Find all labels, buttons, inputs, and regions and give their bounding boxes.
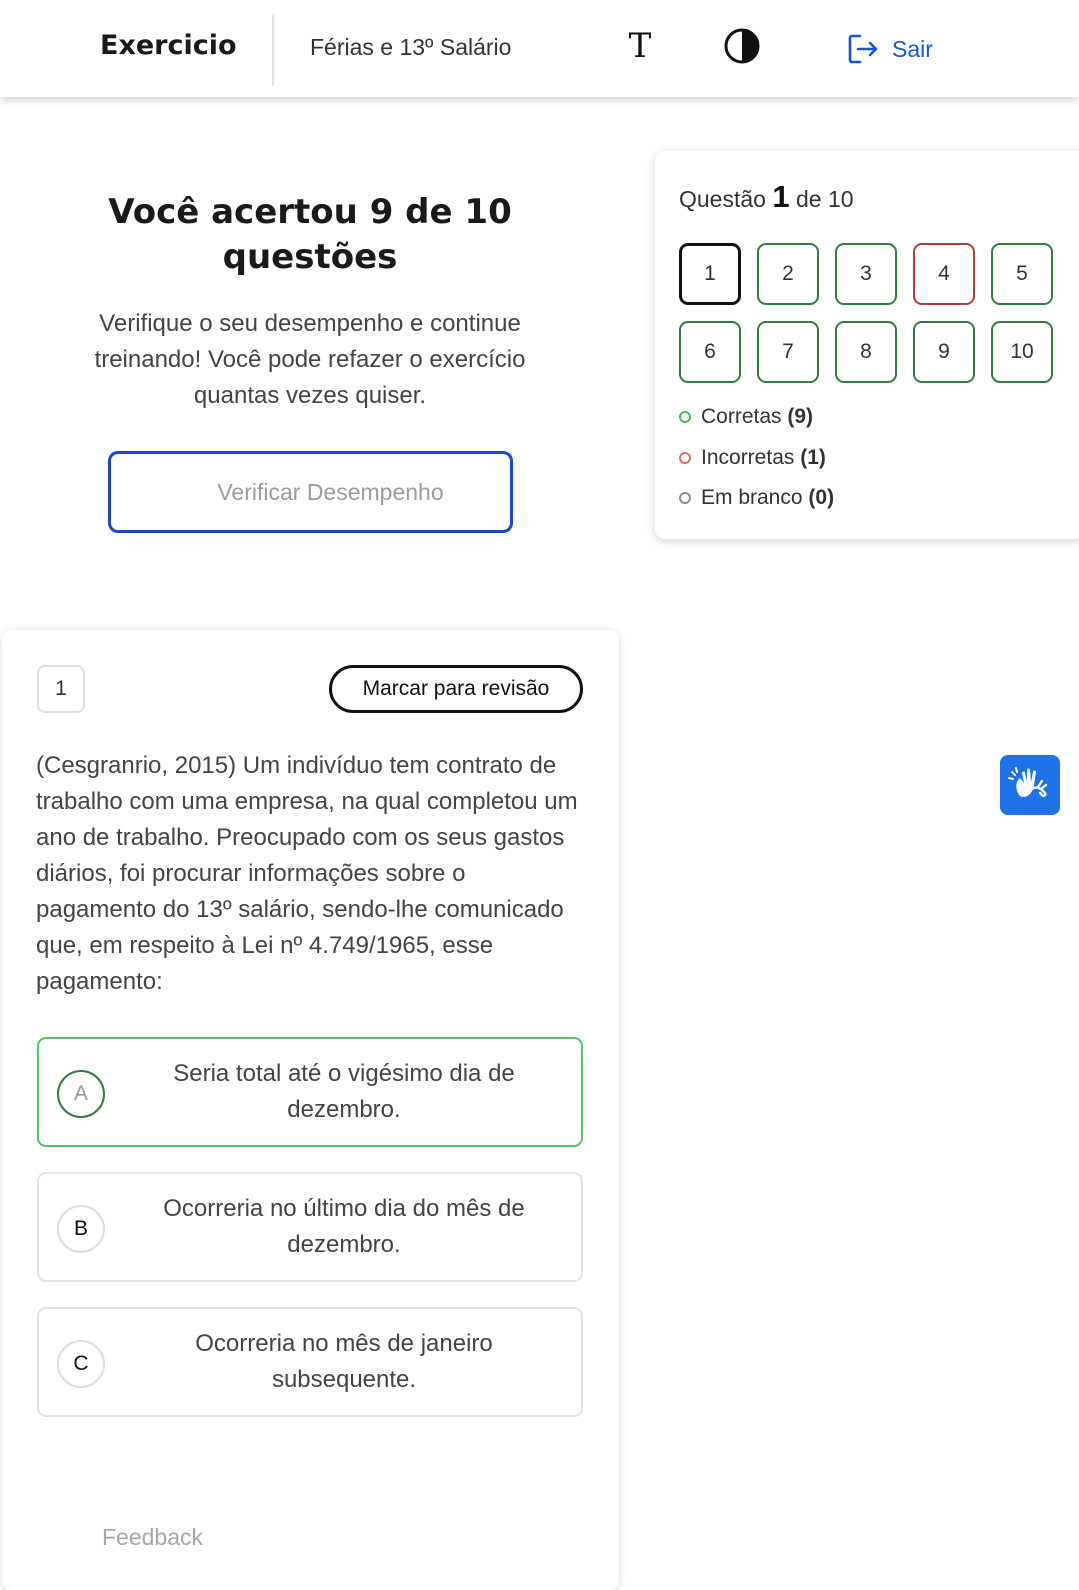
incorrect-dot-icon — [679, 452, 691, 464]
legend-blank — [679, 486, 834, 510]
legend-blank-label: Em branco — [701, 486, 803, 509]
option-c[interactable] — [37, 1307, 583, 1417]
contrast-icon[interactable] — [723, 27, 761, 65]
legend-incorrect-label: Incorretas — [701, 446, 795, 469]
correct-dot-icon — [679, 411, 691, 423]
blank-dot-icon — [679, 492, 691, 504]
app-title: Exercicio — [100, 30, 237, 61]
sign-language-icon — [1008, 763, 1052, 807]
legend-correct-label: Corretas — [701, 405, 782, 428]
question-button-2[interactable]: 2 — [757, 243, 819, 305]
exit-button[interactable] — [846, 30, 933, 68]
navigator-heading-suffix: de 10 — [795, 186, 854, 212]
option-c-text: Ocorreria no mês de janeiro subsequente. — [195, 1330, 493, 1393]
top-header — [0, 0, 1079, 97]
navigator-heading-prefix: Questão — [679, 186, 766, 212]
mark-for-review-button[interactable]: Marcar para revisão — [329, 665, 583, 713]
status-legend — [679, 405, 834, 510]
verify-performance-button[interactable]: Verificar Desempenho — [108, 451, 513, 533]
question-button-6[interactable]: 6 — [679, 321, 741, 383]
font-size-icon[interactable]: T — [628, 26, 652, 66]
question-button-1[interactable]: 1 — [679, 243, 741, 305]
option-b-letter: B — [57, 1205, 105, 1253]
question-statement: (Cesgranrio, 2015) Um indivíduo tem contrato de trabalho com uma empresa, na qual completou um ano de trabalho. Preocupado com os seus gastos diários, foi procurar informações sobre o pagamento do 13º salário, sendo-lhe comunicado que, em respeito à Lei nº 4.749/1965, esse pagamento: — [36, 752, 578, 995]
exit-icon — [846, 32, 880, 66]
legend-incorrect — [679, 446, 834, 470]
feedback-link[interactable]: Feedback — [102, 1524, 204, 1550]
legend-blank-count: (0) — [808, 486, 835, 509]
current-question-number: 1 — [772, 179, 790, 214]
question-button-4[interactable]: 4 — [913, 243, 975, 305]
question-number-badge: 1 — [37, 665, 85, 713]
question-button-5[interactable]: 5 — [991, 243, 1053, 305]
question-navigator — [655, 151, 1079, 539]
legend-correct — [679, 405, 834, 429]
question-button-9[interactable]: 9 — [913, 321, 975, 383]
result-description: Verifique o seu desempenho e continue treinando! Você pode refazer o exercício quantas vezes quiser. — [94, 310, 526, 409]
legend-incorrect-count: (1) — [800, 446, 826, 469]
option-a-text: Seria total até o vigésimo dia de dezembro. — [173, 1060, 515, 1123]
question-grid — [679, 243, 1057, 383]
exercise-subject: Férias e 13º Salário — [310, 34, 512, 60]
question-button-8[interactable]: 8 — [835, 321, 897, 383]
option-c-letter: C — [57, 1340, 105, 1388]
question-card — [2, 630, 619, 1590]
result-title: Você acertou 9 de 10 questões — [108, 192, 512, 277]
exit-label: Sair — [892, 35, 933, 62]
question-button-3[interactable]: 3 — [835, 243, 897, 305]
option-a[interactable] — [37, 1037, 583, 1147]
legend-correct-count: (9) — [787, 405, 814, 428]
question-button-7[interactable]: 7 — [757, 321, 819, 383]
sign-language-button[interactable] — [1000, 755, 1060, 815]
option-b[interactable] — [37, 1172, 583, 1282]
header-divider — [272, 14, 274, 86]
question-button-10[interactable]: 10 — [991, 321, 1053, 383]
option-b-text: Ocorreria no último dia do mês de dezembro. — [163, 1195, 525, 1258]
navigator-heading — [679, 179, 854, 215]
option-a-letter: A — [57, 1070, 105, 1118]
